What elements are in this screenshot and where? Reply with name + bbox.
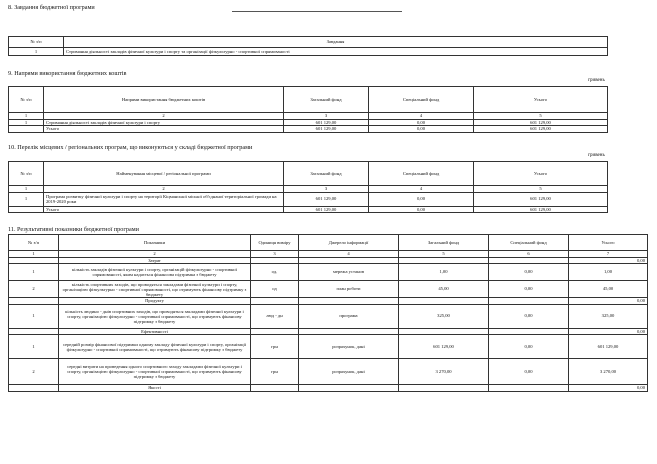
underline-decor	[232, 11, 402, 12]
cell: мережа установ	[299, 264, 399, 281]
cell: 325,00	[399, 304, 489, 328]
table-row	[9, 304, 648, 328]
cell: кількість людино - днів спортивних заходів, що проводяться закладами фізичної культури і спорту, організацією фізкультурно - спортивної спрямованості, що отримують фінансову підтримку з бюджету	[59, 304, 251, 328]
cell: 1,00	[399, 264, 489, 281]
group-label: Затрат	[59, 257, 251, 264]
cell: середні витрати на проведення одного спортивного заходу закладами фізичної культури і спорту, організацією фізкультурно - спортивної спрямованості, що отримують фінансову підтримку з бюджету	[59, 359, 251, 385]
cell: кількість спортивних заходів, що проводяться закладами фізичної культури і спорту, організацією фізкультурно - спортивної спрямованості, що отримують фінансову підтримку з бюджету	[59, 281, 251, 298]
indicators-table	[8, 234, 648, 392]
col-num: 1	[9, 251, 59, 258]
total-row	[9, 206, 608, 213]
cell: 1	[9, 264, 59, 281]
section-10-title: 10. Перелік місцевих / регіональних програм, що виконуються у складі бюджетної програми	[8, 144, 253, 151]
cell: од.	[251, 264, 299, 281]
dir-header-num: № з/п	[9, 87, 44, 113]
cell: 0,00	[489, 281, 569, 298]
cell: 0,00	[369, 192, 474, 206]
total-special: 0,00	[369, 206, 474, 213]
cell: план роботи	[299, 281, 399, 298]
total-general: 601 129,00	[284, 126, 369, 133]
cell: од	[251, 281, 299, 298]
group-value: 0,00	[569, 257, 648, 264]
cell: 601 129,00	[474, 192, 608, 206]
cell: 601 129,00	[284, 192, 369, 206]
col-num: 4	[369, 113, 474, 120]
cell: 1	[9, 304, 59, 328]
col-num: 4	[299, 251, 399, 258]
cell: 45,00	[399, 281, 489, 298]
col-num: 6	[489, 251, 569, 258]
col-num: 1	[9, 113, 44, 120]
cell: 0,00	[489, 264, 569, 281]
col-num: 2	[44, 113, 284, 120]
cell: 1	[9, 335, 59, 359]
group-label: Якості	[59, 385, 251, 392]
cell: 45,00	[569, 281, 648, 298]
cell: Стримання діяльності закладів фізичної культури і спорту	[44, 119, 284, 126]
col-num: 5	[399, 251, 489, 258]
col-num: 3	[284, 186, 369, 193]
total-sum: 601 129,00	[474, 126, 608, 133]
col-num: 7	[569, 251, 648, 258]
total-label: Усього	[44, 126, 284, 133]
cell: 1,00	[569, 264, 648, 281]
tasks-header-num: № з/п	[9, 37, 64, 48]
ind-header-unit: Одиниця виміру	[251, 235, 299, 251]
ind-header-name: Показники	[59, 235, 251, 251]
cell: 0,00	[489, 304, 569, 328]
cell: 0,00	[489, 335, 569, 359]
cell: 2	[9, 359, 59, 385]
table-row	[9, 119, 608, 126]
col-num: 5	[474, 186, 608, 193]
cell: грн	[251, 359, 299, 385]
cell: розрахунок, дані	[299, 335, 399, 359]
table-row	[9, 281, 648, 298]
prog-header-special: Спеціальний фонд	[369, 162, 474, 186]
dir-header-special: Спеціальний фонд	[369, 87, 474, 113]
table-row	[9, 359, 648, 385]
col-num: 3	[251, 251, 299, 258]
tasks-row-text: Стримання діяльності закладів фізичної культури і спорту та організації фізкультурно - спортивної спрямованості	[64, 48, 608, 56]
dir-header-name: Напрями використання бюджетних коштів	[44, 87, 284, 113]
group-row-product	[9, 298, 648, 305]
group-value: 0,00	[569, 298, 648, 305]
col-num: 3	[284, 113, 369, 120]
currency-label: гривень	[588, 78, 605, 83]
cell: розрахунок, дані	[299, 359, 399, 385]
total-general: 601 129,00	[284, 206, 369, 213]
group-row-efficiency	[9, 328, 648, 335]
col-num: 5	[474, 113, 608, 120]
cell: кількість закладів фізичної культури і спорту, організацій фізкультурно - спортивної спрямованості, яким надається фінансова підтримка з бюджету	[59, 264, 251, 281]
group-value: 0,00	[569, 385, 648, 392]
cell: 325,00	[569, 304, 648, 328]
section-9-title: 9. Напрями використання бюджетних коштів	[8, 70, 127, 77]
total-sum: 601 129,00	[474, 206, 608, 213]
table-row	[9, 264, 648, 281]
cell: 3 270,00	[569, 359, 648, 385]
col-num: 2	[59, 251, 251, 258]
ind-header-special: Спеціальний фонд	[489, 235, 569, 251]
group-label: Ефективності	[59, 328, 251, 335]
ind-header-general: Загальний фонд	[399, 235, 489, 251]
cell: середній розмір фінансової підтримки одному закладу фізичної культури і спорту, організації фізкультурно - спортивної спрямованості, що отримують фінансову підтримку з бюджету	[59, 335, 251, 359]
tasks-table	[8, 36, 608, 56]
ind-header-total: Усього	[569, 235, 648, 251]
cell: програма	[299, 304, 399, 328]
total-special: 0,00	[369, 126, 474, 133]
cell: Програма розвитку фізичної культури і спорту на території Кіцманської міської об'єднаної територіальної громади на 2019-2020 роки	[44, 192, 284, 206]
cell: 2	[9, 281, 59, 298]
col-num: 2	[44, 186, 284, 193]
directions-table	[8, 86, 608, 133]
prog-header-general: Загальний фонд	[284, 162, 369, 186]
dir-header-total: Усього	[474, 87, 608, 113]
total-row	[9, 126, 608, 133]
col-num: 1	[9, 186, 44, 193]
cell: 3 270,00	[399, 359, 489, 385]
group-label: Продукту	[59, 298, 251, 305]
table-row	[9, 192, 608, 206]
group-row-quality	[9, 385, 648, 392]
prog-header-num: № з/п	[9, 162, 44, 186]
ind-header-num: № з/п	[9, 235, 59, 251]
cell: люд - дн	[251, 304, 299, 328]
total-label: Усього	[44, 206, 284, 213]
cell: 0,00	[489, 359, 569, 385]
dir-header-general: Загальний фонд	[284, 87, 369, 113]
cell: 601 129,00	[399, 335, 489, 359]
cell: 601 129,00	[569, 335, 648, 359]
group-row-cost	[9, 257, 648, 264]
cell: 0,00	[369, 119, 474, 126]
section-8-title: 8. Завдання бюджетної програми	[8, 4, 95, 11]
prog-header-total: Усього	[474, 162, 608, 186]
cell: 1	[9, 119, 44, 126]
ind-header-source: Джерело інформації	[299, 235, 399, 251]
cell: 1	[9, 192, 44, 206]
group-value: 0,00	[569, 328, 648, 335]
tasks-row-num: 1	[9, 48, 64, 56]
table-row	[9, 335, 648, 359]
col-num: 4	[369, 186, 474, 193]
programs-table	[8, 161, 608, 213]
tasks-header-task: Завдання	[64, 37, 608, 48]
section-11-title: 11. Результативні показники бюджетної програми	[8, 226, 139, 233]
cell: 601 129,00	[474, 119, 608, 126]
prog-header-name: Найменування місцевої / регіональної програми	[44, 162, 284, 186]
currency-label: гривень	[588, 153, 605, 158]
cell: 601 129,00	[284, 119, 369, 126]
cell: грн	[251, 335, 299, 359]
